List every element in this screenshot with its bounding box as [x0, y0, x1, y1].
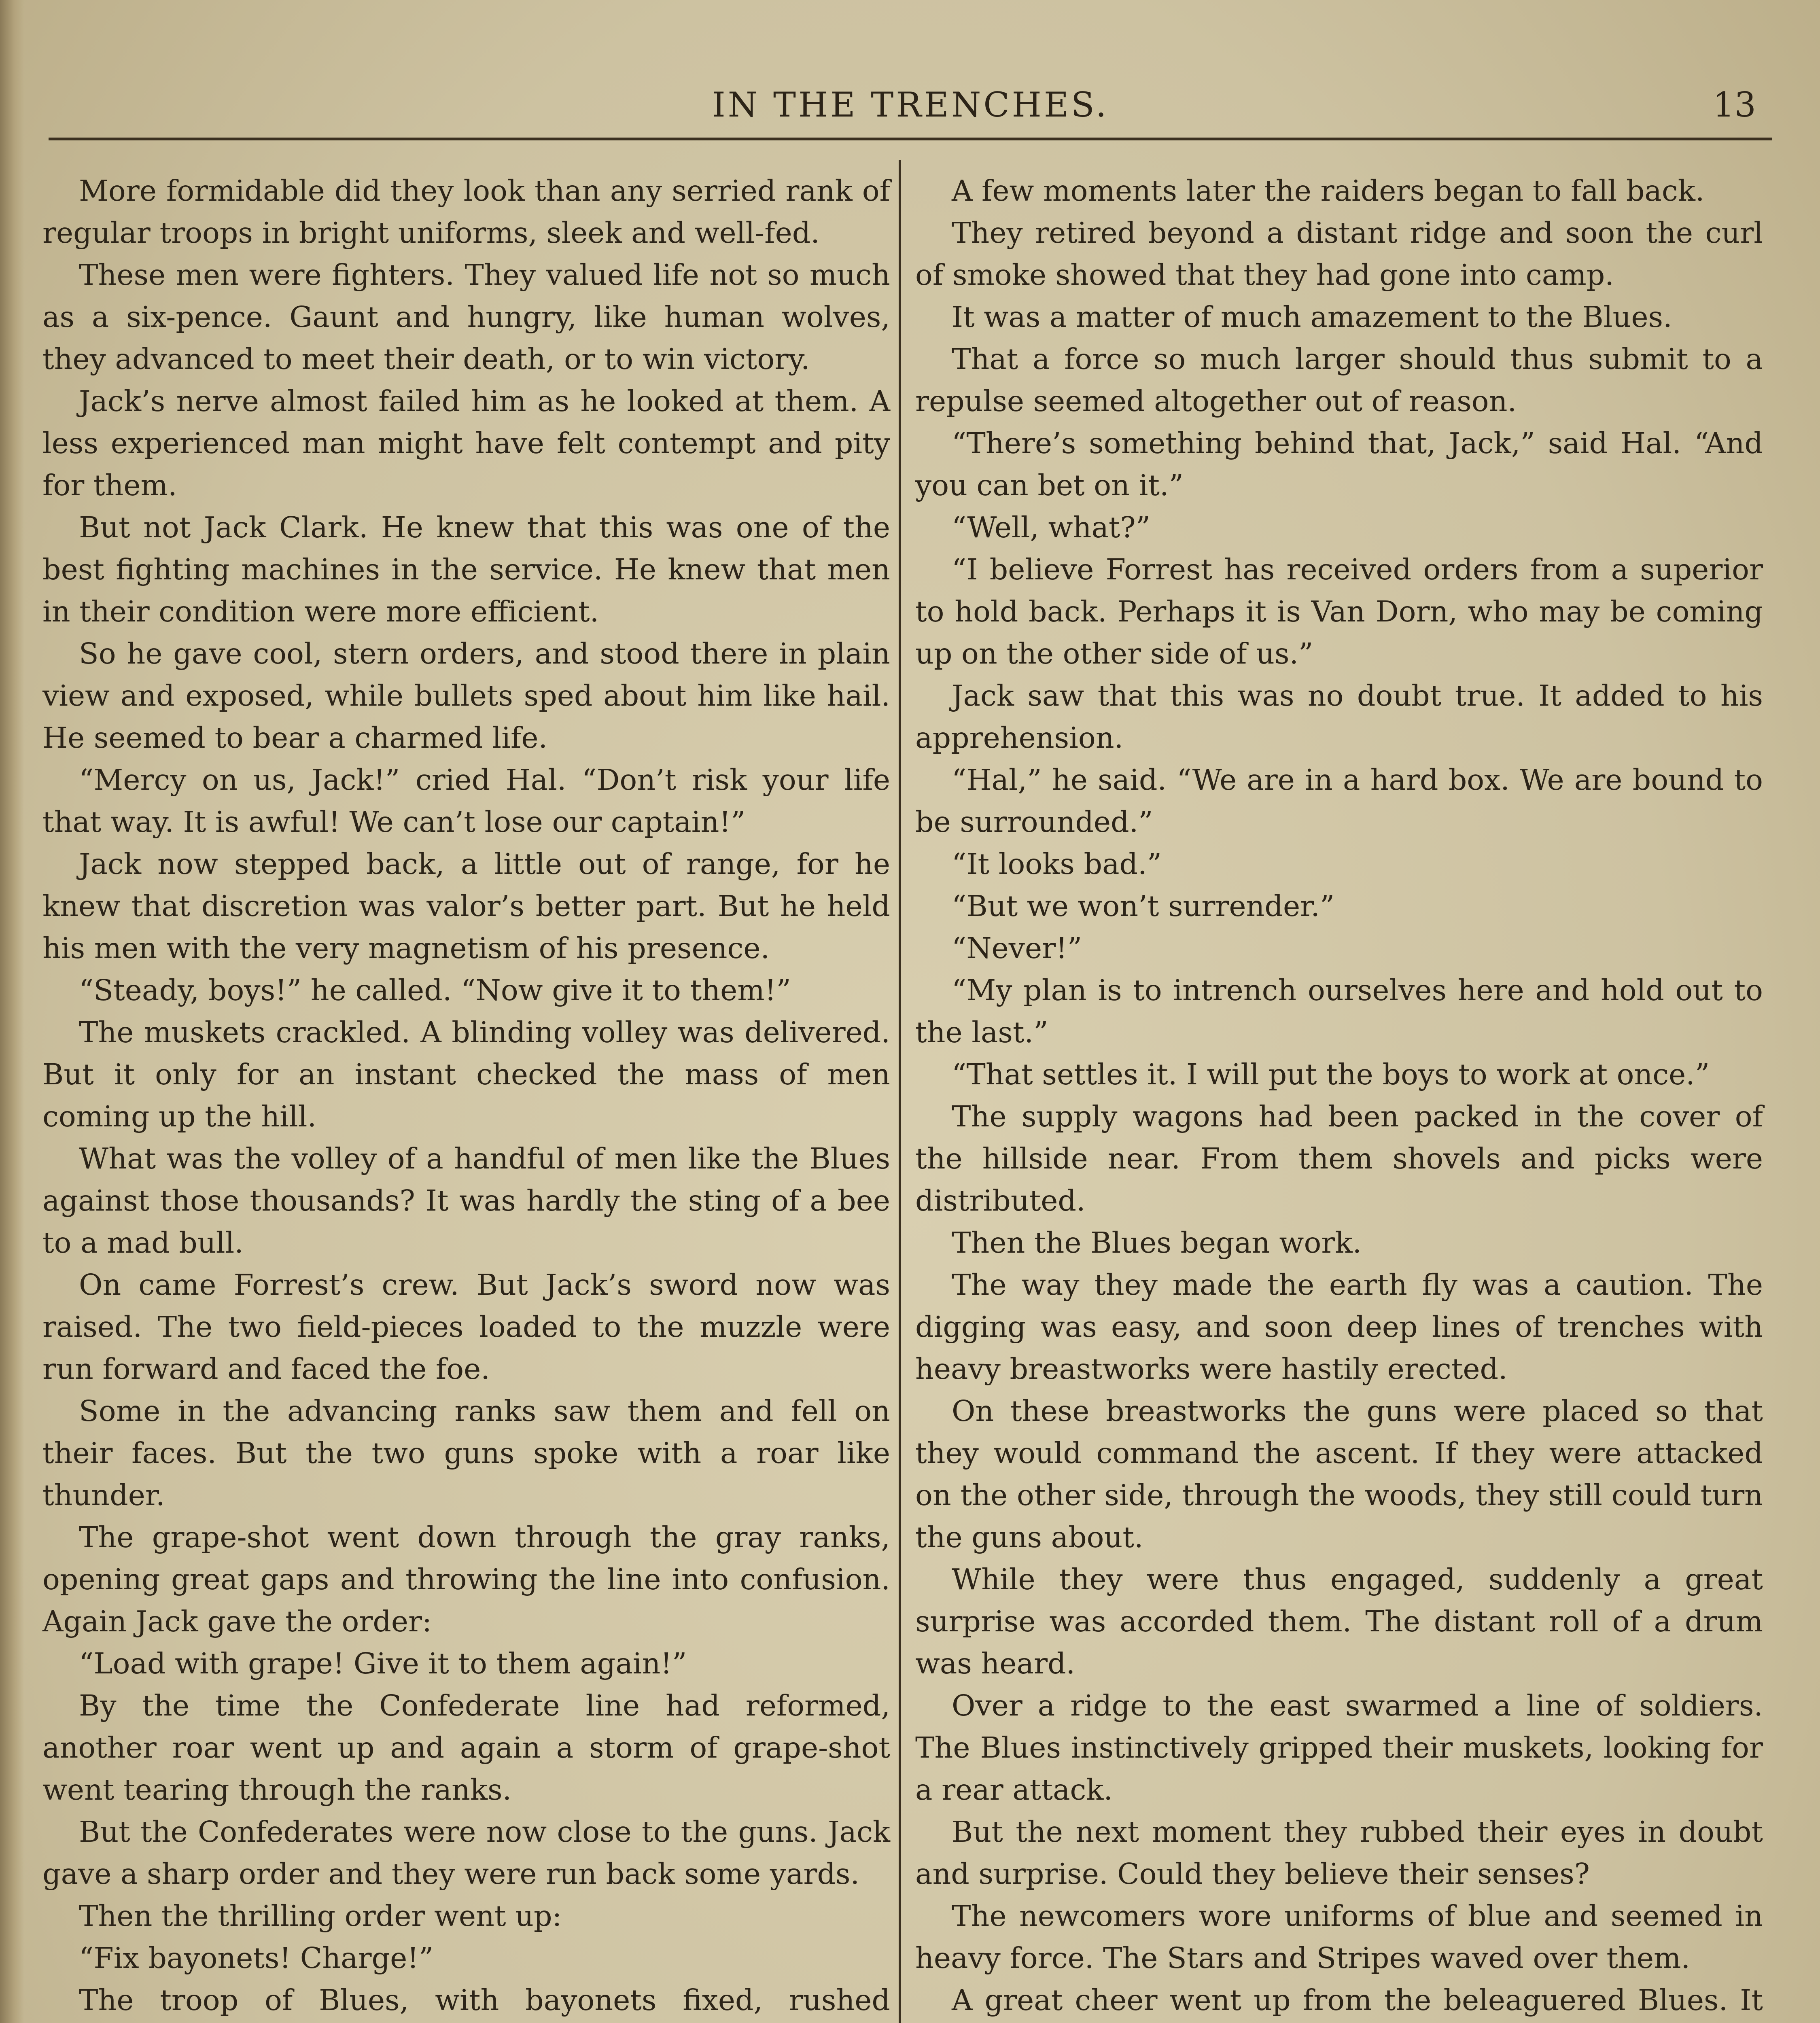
paragraph: “There’s something behind that, Jack,” said Hal. “And you can bet on it.” [915, 426, 1763, 502]
paragraph: The newcomers wore uniforms of blue and seemed in heavy force. The Stars and Stripes waved over them. [915, 1899, 1763, 1975]
left-column [42, 170, 890, 2023]
paragraph: That a force so much larger should thus submit to a repulse seemed altogether out of reason. [915, 342, 1763, 418]
paragraph: The troop of Blues, with bayonets fixed, rushed [79, 1983, 890, 2017]
paragraph: Jack saw that this was no doubt true. It added to his apprehension. [915, 679, 1763, 755]
right-column [915, 170, 1763, 2023]
paragraph: Some in the advancing ranks saw them and fell on their faces. But the two guns spoke with a roar like thunder. [42, 1394, 890, 1512]
paragraph: “My plan is to intrench ourselves here and hold out to the last.” [915, 973, 1763, 1049]
paragraph: The muskets crackled. A blinding volley was delivered. But it only for an instant checked the mass of men coming up the hill. [42, 1016, 890, 1133]
header-rule [49, 138, 1772, 140]
paragraph: “Steady, boys!” he called. “Now give it to them!” [79, 973, 791, 1007]
paragraph: The supply wagons had been packed in the cover of the hillside near. From them shovels and picks were distributed. [915, 1100, 1763, 1217]
page-edge-shadow [0, 0, 24, 2023]
paragraph: But the Confederates were now close to the guns. Jack gave a sharp order and they were run back some yards. [42, 1815, 890, 1891]
paragraph: It was a matter of much amazement to the Blues. [952, 300, 1672, 334]
paragraph: A few moments later the raiders began to fall back. [952, 174, 1705, 208]
paragraph: “Fix bayonets! Charge!” [79, 1941, 434, 1975]
paragraph: On these breastworks the guns were placed so that they would command the ascent. If they were attacked on the other side, through the woods, they still could turn the guns about. [915, 1394, 1763, 1554]
paragraph: “Mercy on us, Jack!” cried Hal. “Don’t risk your life that way. It is awful! We can’t lose our captain!” [42, 763, 890, 839]
paragraph: What was the volley of a handful of men like the Blues against those thousands? It was hardly the sting of a bee to a mad bull. [42, 1142, 890, 1260]
paragraph: Jack now stepped back, a little out of range, for he knew that discretion was valor’s better part. But he held his men with the very magnetism of his presence. [42, 847, 890, 965]
paragraph: “It looks bad.” [952, 847, 1162, 881]
paragraph: “Never!” [952, 931, 1082, 965]
paragraph: The way they made the earth fly was a caution. The digging was easy, and soon deep lines of trenches with heavy breastworks were hastily erected. [915, 1268, 1763, 1386]
paragraph: “Load with grape! Give it to them again!” [79, 1647, 687, 1680]
paragraph: These men were fighters. They valued life not so much as a six-pence. Gaunt and hungry, like human wolves, they advanced to meet their death, or to win victory. [42, 258, 890, 376]
paragraph: “Well, what?” [952, 511, 1151, 544]
page-header [49, 65, 1772, 150]
paragraph: Then the Blues began work. [952, 1226, 1362, 1260]
paragraph: “But we won’t surrender.” [952, 889, 1335, 923]
page-number: 13 [1713, 85, 1756, 125]
paragraph: The grape-shot went down through the gray ranks, opening great gaps and throwing the line into confusion. Again Jack gave the order: [42, 1520, 890, 1638]
paragraph: More formidable did they look than any serried rank of regular troops in bright uniforms, sleek and well-fed. [42, 174, 890, 250]
column-divider [899, 160, 901, 2023]
paragraph: Jack’s nerve almost failed him as he looked at them. A less experienced man might have felt contempt and pity for them. [42, 384, 890, 502]
paragraph: So he gave cool, stern orders, and stood there in plain view and exposed, while bullets sped about him like hail. He seemed to bear a charmed life. [42, 637, 890, 755]
paragraph: But the next moment they rubbed their eyes in doubt and surprise. Could they believe their senses? [915, 1815, 1763, 1891]
paragraph: While they were thus engaged, suddenly a great surprise was accorded them. The distant roll of a drum was heard. [915, 1563, 1763, 1680]
running-head: IN THE TRENCHES. [712, 85, 1109, 125]
paragraph: They retired beyond a distant ridge and soon the curl of smoke showed that they had gone into camp. [915, 216, 1763, 292]
paragraph: But not Jack Clark. He knew that this was one of the best fighting machines in the service. He knew that men in their condition were more efficient. [42, 511, 890, 628]
paragraph: Then the thrilling order went up: [79, 1899, 562, 1933]
paragraph: Over a ridge to the east swarmed a line of soldiers. The Blues instinctively gripped their muskets, looking for a rear attack. [915, 1689, 1763, 1807]
paragraph: “Hal,” he said. “We are in a hard box. We are bound to be surrounded.” [915, 763, 1763, 839]
paragraph: “That settles it. I will put the boys to work at once.” [952, 1058, 1710, 1091]
paragraph: By the time the Confederate line had reformed, another roar went up and again a storm of grape-shot went tearing through the ranks. [42, 1689, 890, 1807]
paragraph: On came Forrest’s crew. But Jack’s sword now was raised. The two field-pieces loaded to the muzzle were run forward and faced the foe. [42, 1268, 890, 1386]
paragraph: A great cheer went up from the beleaguered Blues. It [952, 1983, 1763, 2017]
paragraph: “I believe Forrest has received orders from a superior to hold back. Perhaps it is Van Dorn, who may be coming up on the other side of us.” [915, 553, 1763, 670]
